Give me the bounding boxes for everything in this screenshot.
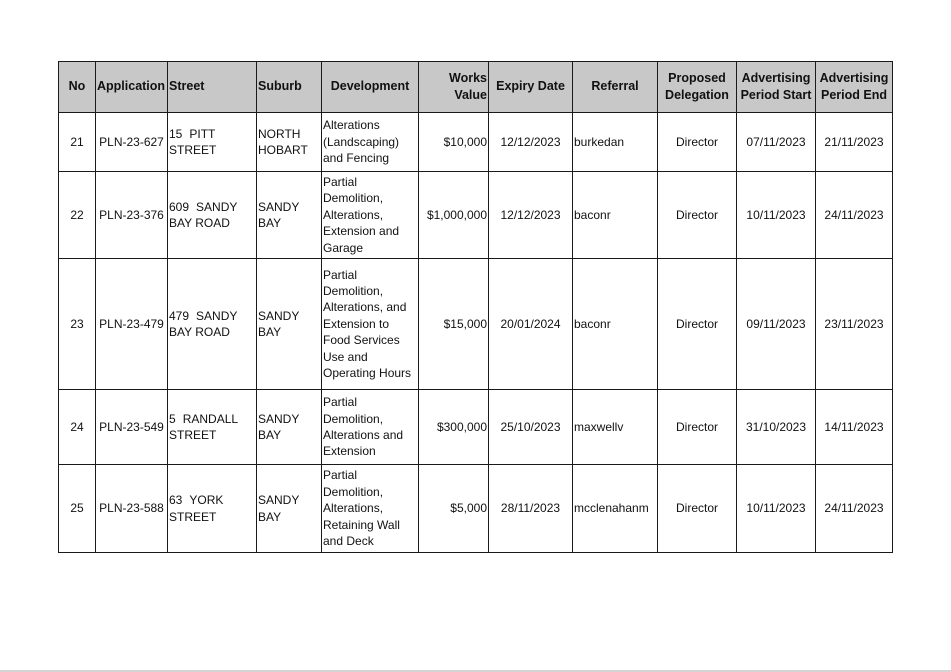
cell-expiry-date: 20/01/2024 [489,259,573,390]
cell-suburb: SANDY BAY [257,390,322,465]
cell-advertising-start: 10/11/2023 [737,465,816,553]
cell-street [168,390,257,465]
street-name: SANDY BAY ROAD [169,199,238,230]
header-application: Application [96,62,168,113]
street-number: 63 [169,493,183,508]
street-name: YORK STREET [169,493,224,524]
header-suburb: Suburb [257,62,322,113]
applications-table [58,61,893,553]
cell-suburb: SANDY BAY [257,259,322,390]
cell-no: 23 [59,259,96,390]
cell-referral: mcclenahanm [573,465,658,553]
cell-delegation: Director [658,259,737,390]
cell-referral: baconr [573,259,658,390]
cell-street [168,259,257,390]
header-development: Development [322,62,419,113]
table-header-row [59,62,893,113]
cell-suburb: SANDY BAY [257,465,322,553]
cell-development: Partial Demolition, Alterations, and Extension to Food Services Use and Operating Hours [322,259,419,390]
cell-no: 25 [59,465,96,553]
cell-works-value: $15,000 [419,259,489,390]
street-name: RANDALL STREET [169,411,238,442]
cell-suburb: NORTH HOBART [257,113,322,172]
cell-delegation: Director [658,390,737,465]
cell-advertising-start: 31/10/2023 [737,390,816,465]
cell-street [168,172,257,259]
street-number: 609 [169,199,190,214]
header-street: Street [168,62,257,113]
street-number: 479 [169,308,190,323]
street-number: 5 [169,411,176,426]
header-no: No [59,62,96,113]
cell-expiry-date: 25/10/2023 [489,390,573,465]
cell-expiry-date: 28/11/2023 [489,465,573,553]
header-works-value: Works Value [419,62,489,113]
cell-referral: maxwellv [573,390,658,465]
table-row [59,390,893,465]
cell-delegation: Director [658,113,737,172]
header-advertising-period-end: Advertising Period End [816,62,893,113]
cell-advertising-end: 21/11/2023 [816,113,893,172]
table-row [59,113,893,172]
table-row [59,465,893,553]
cell-expiry-date: 12/12/2023 [489,113,573,172]
cell-no: 24 [59,390,96,465]
street-name: SANDY BAY ROAD [169,308,238,339]
street-number: 15 [169,126,183,141]
cell-suburb: SANDY BAY [257,172,322,259]
cell-development: Partial Demolition, Alterations, Retaining Wall and Deck [322,465,419,553]
cell-works-value: $10,000 [419,113,489,172]
cell-application: PLN-23-549 [96,390,168,465]
cell-application: PLN-23-479 [96,259,168,390]
cell-advertising-start: 10/11/2023 [737,172,816,259]
cell-delegation: Director [658,172,737,259]
cell-application: PLN-23-627 [96,113,168,172]
cell-referral: baconr [573,172,658,259]
cell-application: PLN-23-376 [96,172,168,259]
cell-street [168,465,257,553]
cell-works-value: $300,000 [419,390,489,465]
cell-advertising-start: 09/11/2023 [737,259,816,390]
table-row [59,259,893,390]
cell-street [168,113,257,172]
cell-no: 22 [59,172,96,259]
header-advertising-period-start: Advertising Period Start [737,62,816,113]
cell-expiry-date: 12/12/2023 [489,172,573,259]
cell-delegation: Director [658,465,737,553]
street-name: PITT STREET [169,126,217,157]
header-expiry-date: Expiry Date [489,62,573,113]
cell-advertising-end: 14/11/2023 [816,390,893,465]
cell-advertising-end: 24/11/2023 [816,465,893,553]
header-referral: Referral [573,62,658,113]
cell-works-value: $5,000 [419,465,489,553]
cell-no: 21 [59,113,96,172]
header-proposed-delegation: Proposed Delegation [658,62,737,113]
cell-advertising-end: 23/11/2023 [816,259,893,390]
cell-works-value: $1,000,000 [419,172,489,259]
cell-application: PLN-23-588 [96,465,168,553]
cell-development: Partial Demolition, Alterations, Extension and Garage [322,172,419,259]
cell-advertising-start: 07/11/2023 [737,113,816,172]
table-row [59,172,893,259]
cell-development: Alterations (Landscaping) and Fencing [322,113,419,172]
cell-referral: burkedan [573,113,658,172]
cell-development: Partial Demolition, Alterations and Extension [322,390,419,465]
cell-advertising-end: 24/11/2023 [816,172,893,259]
